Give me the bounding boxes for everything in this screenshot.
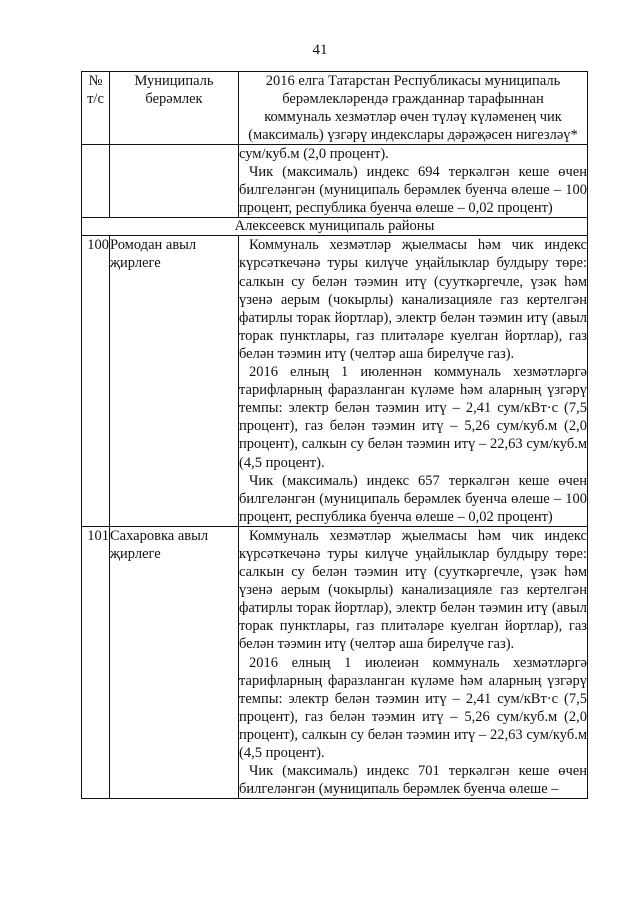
services-paragraph: Коммуналь хезмәтләр җыелмасы һәм чик индекс күрсәткечәнә туры килүче уңайлыклар булдыру төре: салкын су белән тәэмин итү (сууткәргечле, үзәк һәм үзенә аерым (чокырлы) канализацияле газ кертелгән фатирлы торак йортлар), электр белән тәэмин итү (авыл торак пунктлары, газ плитәләре куелган йортлар), газ белән тәэмин итү (челтәр аша бирелүче газ). <box>239 527 587 653</box>
row-municipality: Ромодан авыл җирлеге <box>110 236 239 527</box>
row-number: 100 <box>82 236 110 527</box>
table-header-row <box>82 72 588 145</box>
row-description <box>239 236 588 527</box>
header-municipality: Муниципаль берәмлек <box>110 72 239 145</box>
section-title: Алексеевск муниципаль районы <box>82 218 588 236</box>
header-number: № т/с <box>82 72 110 145</box>
services-paragraph: Коммуналь хезмәтләр җыелмасы һәм чик индекс күрсәткечәнә туры килүче уңайлыклар булдыру төре: салкын су белән тәэмин итү (сууткәргечле, үзәк һәм үзенә аерым (чокырлы) канализацияле газ кертелгән фатирлы торак йортлар), электр белән тәэмин итү (авыл торак пунктлары, газ плитәләре куелган йортлар), газ белән тәэмин итү (челтәр аша бирелүче газ). <box>239 237 587 362</box>
section-row <box>82 218 588 236</box>
index-paragraph: Чик (максималь) индекс 701 теркәлгән кеше өчен билгеләнгән (муниципаль берәмлек буенча өлеше – <box>239 763 587 798</box>
page-number: 41 <box>312 42 328 58</box>
tariffs-paragraph: 2016 елның 1 июленнән коммуналь хезмәтләргә тарифларның фаразланган күләме һәм аларның үзгәрү темпы: электр белән тәэмин итү – 2,41 сум/кВт·с (7,5 процент), газ белән тәэмин итү – 5,26 сум/куб.м (2,0 процент), салкын су белән тәэмин итү – 22,63 сум/куб.м (4,5 процент). <box>239 364 587 471</box>
index-paragraph: Чик (максималь) индекс 657 теркәлгән кеше өчен билгеләнгән (муниципаль берәмлек буенча өлеше – 100 процент, республика буенча өлеше – 0,02 процент) <box>239 472 587 525</box>
continuation-text: сум/куб.м (2,0 процент). Чик (максималь) индекс 694 теркәлгән кеше өчен билгеләнгән (муниципаль берәмлек буенча өлеше – 100 процент, республика буенча өлеше – 0,02 процент) <box>239 146 587 217</box>
row-municipality: Сахаровка авыл җирлеге <box>110 526 239 798</box>
header-description: 2016 елга Татарстан Республикасы муниципаль берәмлекләрендә гражданнар тарафыннан коммуналь хезмәтләр өчен түләү күләменең чик (максималь) үзгәрү индекслары дәрәҗәсен нигезләү* <box>239 72 588 145</box>
tariffs-paragraph: 2016 елның 1 июлеиән коммуналь хезмәтләргә тарифларның фаразланган күләме һәм аларның үзгәрү темпы: электр белән тәэмин итү – 2,41 сум/кВт·с (7,5 процент), газ белән тәэмин итү – 5,26 сум/куб.м (2,0 процент), салкын су белән тәэмин итү – 22,63 сум/куб.м (4,5 процент). <box>239 654 587 761</box>
table-row <box>82 526 588 798</box>
tariff-index-table <box>81 71 588 799</box>
continuation-row <box>82 145 588 218</box>
row-number: 101 <box>82 526 110 798</box>
table-row <box>82 236 588 527</box>
row-description <box>239 526 588 798</box>
